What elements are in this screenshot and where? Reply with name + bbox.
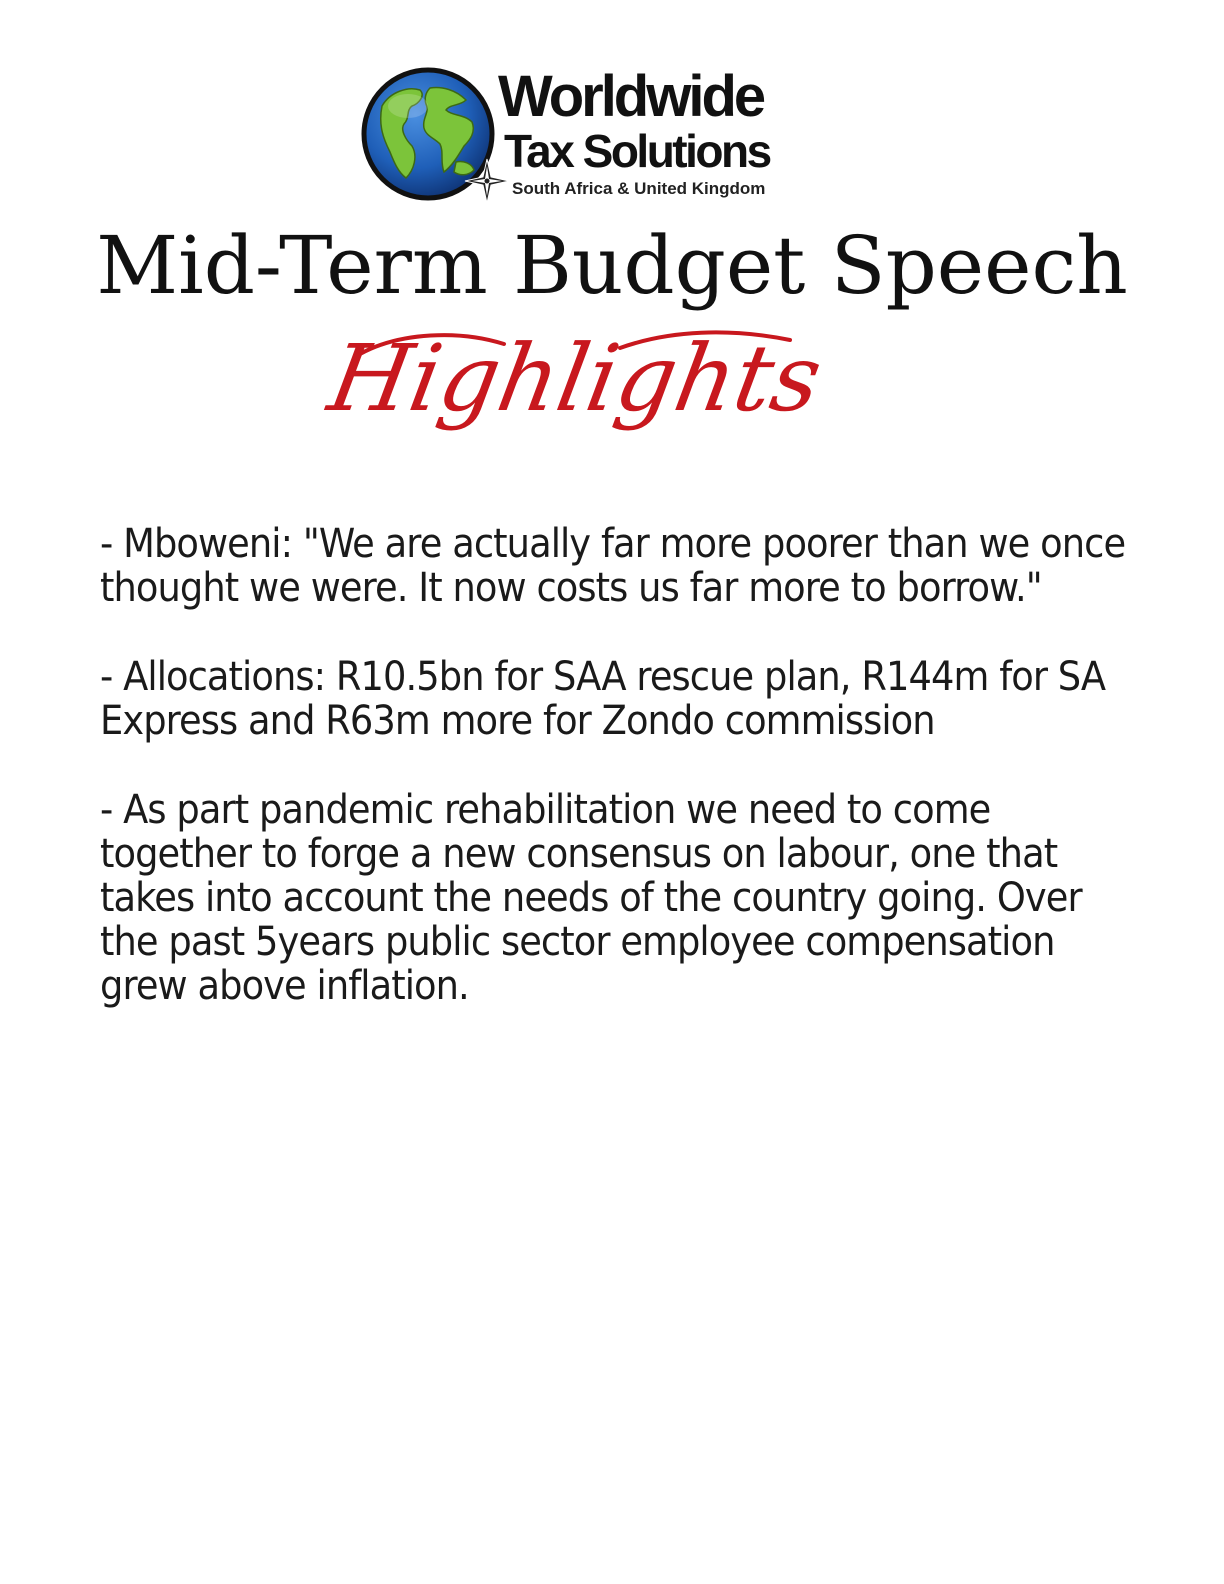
highlights-list (100, 521, 1126, 1053)
logo-line-regions: South Africa & United Kingdom (512, 179, 766, 198)
highlight-item: - Allocations: R10.5bn for SAA rescue plan, R144m for SA Express and R63m more for Zondo commission (100, 654, 1106, 744)
company-logo (360, 66, 840, 206)
page-title: Mid-Term Budget Speech (96, 219, 1128, 312)
highlight-item: - As part pandemic rehabilitation we need to come together to forge a new consensus on labour, one that takes into account the needs of the country going. Over the past 5years public sector employee compensation grew above inflation. (100, 787, 1082, 1009)
subtitle-highlights (290, 318, 850, 488)
highlight-item: - Mboweni: "We are actually far more poorer than we once thought we were. It now costs us far more to borrow." (100, 521, 1126, 611)
subtitle-text: Highlights (321, 324, 830, 432)
logo-line-worldwide: Worldwide (498, 64, 764, 129)
logo-line-tax-solutions: Tax Solutions (504, 125, 770, 177)
